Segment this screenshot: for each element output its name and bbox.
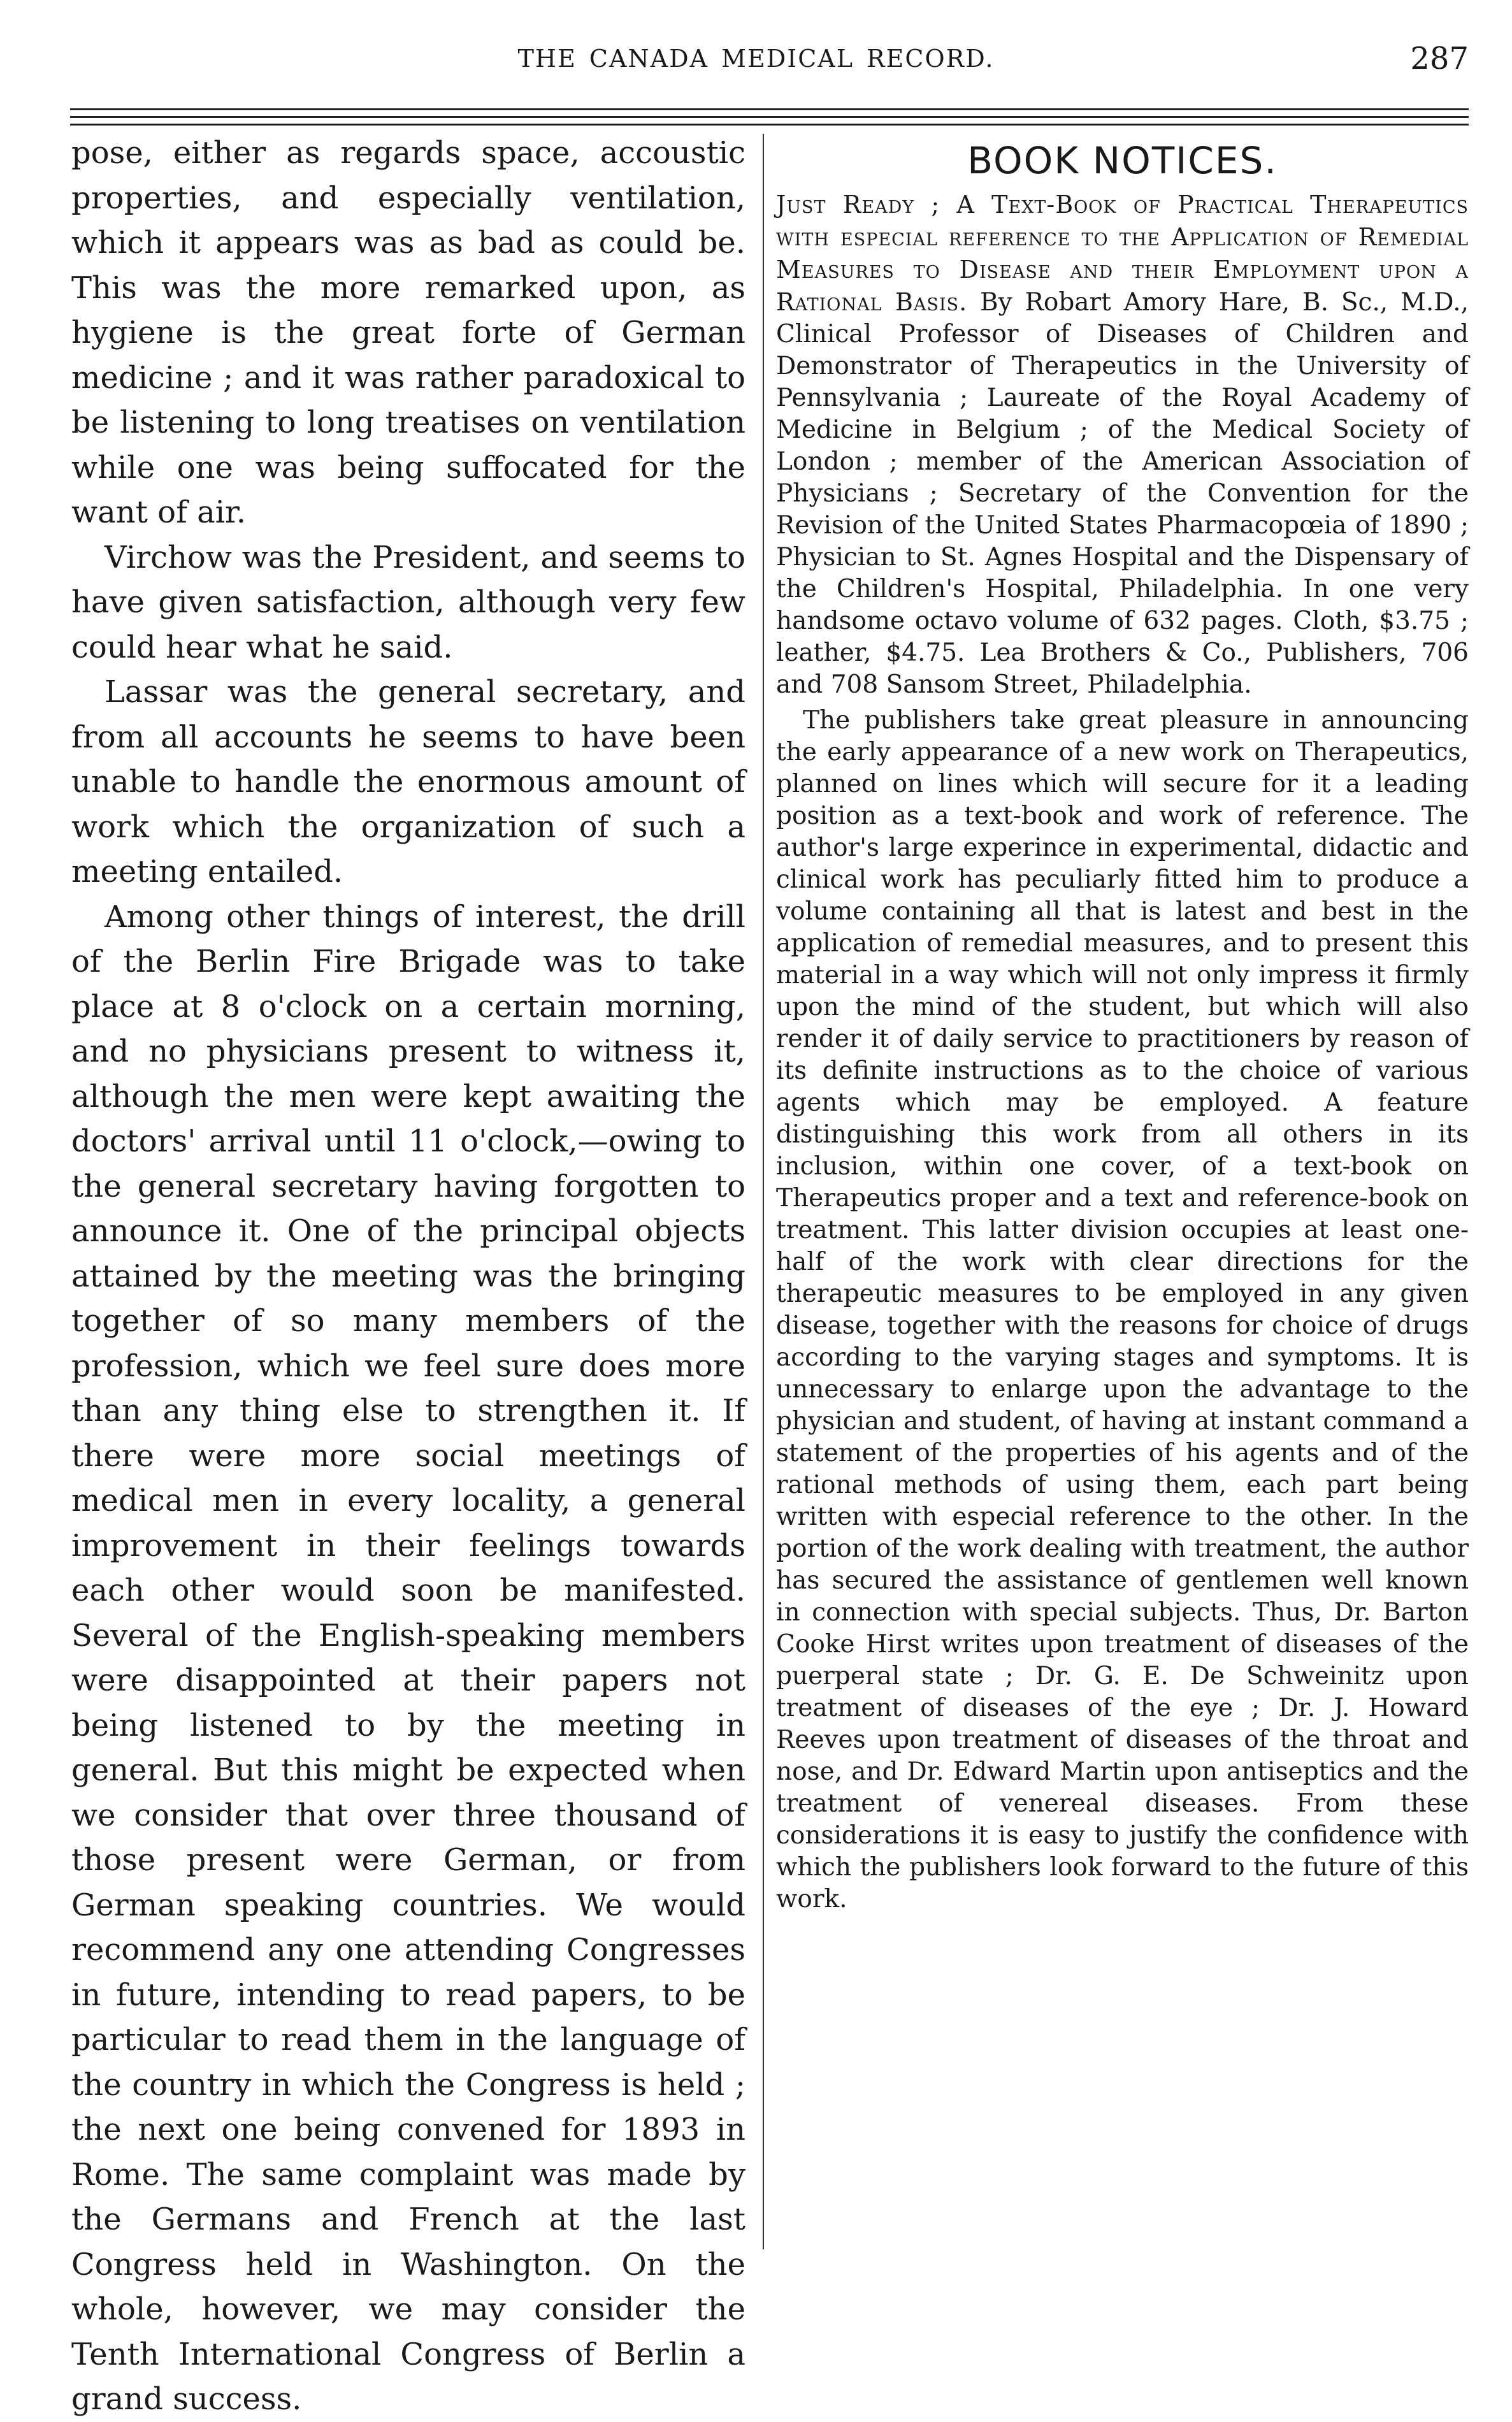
left-column [71, 131, 745, 2422]
header-rule [70, 124, 1469, 126]
book-entry [776, 189, 1469, 701]
running-head [0, 41, 1512, 89]
paragraph-continuation: pose, either as regards space, accoustic properties, and especially ventilation, which it appears was as bad as could be. This was the more remarked upon, as hygiene is the great forte of German medicine ; and it was rather paradoxical to be listening to long treatises on ventilation while one was being suffocated for the want of air. [71, 135, 745, 530]
paragraph-virchow: Virchow was the President, and seems to have given satisfaction, although very few could hear what he said. [71, 539, 745, 665]
header-rule [70, 116, 1469, 118]
paragraph-fire-brigade: Among other things of interest, the drill of the Berlin Fire Brigade was to take place at 8 o'clock on a certain morning, and no physicians present to witness it, although the men were kept awaiting the doctors' arrival until 11 o'clock,—owing to the general secretary having forgotten to announce it. One of the principal objects attained by the meeting was the bringing together of so many members of the profession, which we feel sure does more than any thing else to strengthen it. If there were more social meetings of medical men in every locality, a general improvement in their feelings towards each other would soon be manifested. Several of the English-speaking members were disappointed at their papers not being listened to by the meeting in general. But this might be expected when we consider that over three thousand of those present were German, or from German speaking countries. We would recommend any one attending Congresses in future, intending to read papers, to be particular to read them in the language of the country in which the Congress is held ; the next one being convened for 1893 in Rome. The same complaint was made by the Germans and French at the last Congress held in Washington. On the whole, however, we may consider the Tenth International Congress of Berlin a grand success. [71, 898, 745, 2417]
section-heading: BOOK NOTICES. [967, 139, 1278, 182]
right-column [776, 139, 1469, 1915]
running-title: THE CANADA MEDICAL RECORD. [517, 45, 995, 73]
page-number: 287 [1410, 41, 1469, 76]
column-divider [763, 134, 764, 2249]
paragraph-lassar: Lassar was the general secretary, and from all accounts he seems to have been unable to handle the enormous amount of work which the organization of such a meeting entailed. [71, 674, 745, 890]
book-review: The publishers take great pleasure in announcing the early appearance of a new work on Therapeutics, planned on lines which will secure for it a leading position as a text-book and work of reference. The author's large experince in experimental, didactic and clinical work has peculiarly fitted him to produce a volume containing all that is latest and best in the application of remedial measures, and to present this material in a way which will not only impress it firmly upon the mind of the student, but which will also render it of daily service to practitioners by reason of its definite instructions as to the choice of various agents which may be employed. A feature distinguishing this work from all others in its inclusion, within one cover, of a text-book on Therapeutics proper and a text and reference-book on treatment. This latter division occupies at least one-half of the work with clear directions for the therapeutic measures to be employed in any given disease, together with the reasons for choice of drugs according to the varying stages and symptoms. It is unnecessary to enlarge upon the advantage to the physician and student, of having at instant command a statement of the properties of his agents and of the rational methods of using them, each part being written with especial reference to the other. In the portion of the work dealing with treatment, the author has secured the assistance of gentlemen well known in connection with special subjects. Thus, Dr. Barton Cooke Hirst writes upon treatment of diseases of the puerperal state ; Dr. G. E. De Schweinitz upon treatment of diseases of the eye ; Dr. J. Howard Reeves upon treatment of diseases of the throat and nose, and Dr. Edward Martin upon antiseptics and the treatment of venereal diseases. From these considerations it is easy to justify the confidence with which the publishers look forward to the future of this work. [776, 706, 1469, 1914]
book-title: Just Ready ; A Text-Book of Practical Therapeutics with especial reference to the Application of Remedial Measures to Disease and their Employment upon a Rational Basis. [776, 191, 1469, 316]
book-details: By Robart Amory Hare, B. Sc., M.D., Clinical Professor of Diseases of Children and Demonstrator of Therapeutics in the University of Pennsylvania ; Laureate of the Royal Academy of Medicine in Belgium ; of the Medical Society of London ; member of the American Association of Physicians ; Secretary of the Convention for the Revision of the United States Pharmacopœia of 1890 ; Physician to St. Agnes Hospital and the Dispensary of the Children's Hospital, Philadelphia. In one very handsome octavo volume of 632 pages. Cloth, $3.75 ; leather, $4.75. Lea Brothers & Co., Publishers, 706 and 708 Sansom Street, Philadelphia. [776, 288, 1469, 699]
header-rule [70, 108, 1469, 110]
